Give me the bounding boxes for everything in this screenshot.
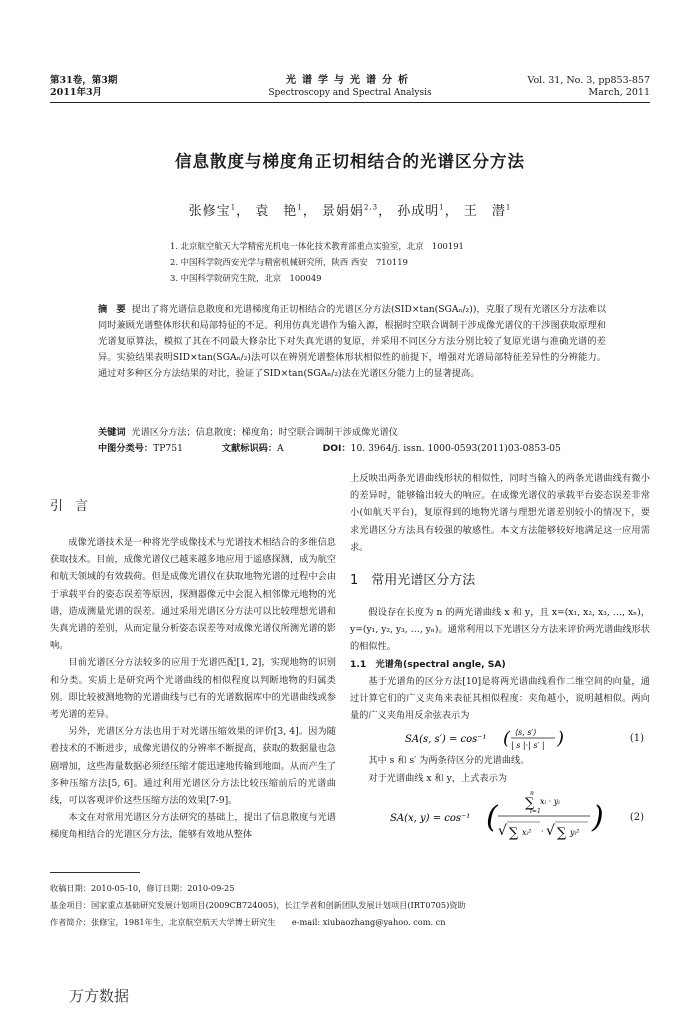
- svg-text:(: (: [486, 799, 498, 835]
- svg-text:√: √: [498, 822, 507, 839]
- keywords: [98, 425, 606, 441]
- equation-2-lhs: SA(x, y) = cos⁻¹: [390, 812, 471, 824]
- footnotes: [50, 880, 650, 931]
- equation-1: [350, 724, 650, 752]
- document-code: 文献标识码：A: [221, 443, 284, 454]
- paper-title: 信息散度与梯度角正切相结合的光谱区分方法: [175, 152, 525, 171]
- equation-1-formula: [405, 724, 595, 752]
- paragraph: 对于光谱曲线 x 和 y，上式表示为: [368, 772, 507, 784]
- volume-pages-en: Vol. 31, No. 3, pp853-857: [527, 75, 650, 86]
- classification-line: [98, 441, 606, 457]
- author-list: 张修宝$^1$， 袁 艳$^1$， 景娟娟$^{2,3}$， 孙成明$^1$， 王 潜$^1$: [188, 203, 512, 219]
- author: 景娟娟$^{2,3}$: [321, 203, 379, 219]
- paragraph: 另外，光谱区分方法也用于对光谱压缩效果的评价[3, 4]。因为随着技术的不断进步，成像光谱仪的分辨率不断提高，获取的数据量也急剧增加，这些海量数据必须经压缩才能迅速地传输到地面。从而产生了多种压缩方法[5, 6]。通过利用光谱区分方法比较压缩前后的光谱曲线，可以客观评价这些压缩方法的效果[7-9]。: [50, 726, 336, 807]
- svg-text:): ): [557, 728, 565, 750]
- svg-text:√: √: [546, 822, 555, 839]
- svg-text:(: (: [503, 728, 511, 750]
- equation-2-number: (2): [629, 811, 644, 823]
- svg-text:∑: ∑: [509, 825, 519, 841]
- svg-text:xᵢ²: xᵢ²: [522, 827, 532, 837]
- equation-1-number: (1): [629, 733, 644, 745]
- svg-text:i=1: i=1: [530, 807, 541, 815]
- author: 孙成明$^1$: [397, 203, 445, 219]
- abstract: [98, 302, 606, 382]
- journal-name-cn: 光谱学与光谱分析: [286, 75, 414, 86]
- subsection-heading-1-1: 1.1 光谱角(spectral angle, SA): [350, 658, 506, 670]
- header-divider: [50, 102, 650, 103]
- affiliation: 1. 北京航空航天大学精密光机电一体化技术教育部重点实验室，北京 100191: [170, 241, 464, 251]
- paragraph: 基于光谱角的区分方法[10]是将两光谱曲线看作二维空间的向量，通过计算它们的广义夹角来表征其相似程度：夹角越小，说明越相似。两向量的广义夹角用反余弦表示为: [350, 675, 650, 722]
- volume-issue: 第31卷，第3期: [50, 75, 118, 86]
- author: 张修宝$^1$: [188, 203, 237, 219]
- equation-2-formula: [390, 787, 610, 849]
- paragraph: 其中 s 和 s′ 为两条待区分的光谱曲线。: [368, 755, 530, 767]
- footnote-author: 作者简介：张修宝，1981年生，北京航空航天大学博士研究生 e-mail: xiubaozhang@yahoo. com. cn: [50, 917, 446, 927]
- watermark: 万方数据: [69, 987, 130, 1005]
- svg-text:⟨s, s′⟩: ⟨s, s′⟩: [515, 728, 537, 738]
- svg-text:): ): [592, 799, 604, 835]
- svg-text:∑: ∑: [525, 795, 535, 811]
- clc-number: 中图分类号：TP751: [98, 443, 183, 454]
- left-column: [50, 470, 336, 844]
- svg-text:·: ·: [541, 826, 544, 836]
- footnote-fund: 基金项目：国家重点基础研究发展计划项目(2009CB724005)，长江学者和创新团队发展计划项目(IRT0705)资助: [50, 900, 466, 910]
- paragraph: 目前光谱区分方法较多的应用于光谱匹配[1, 2]，实现地物的识别和分类。实质上是研究两个光谱曲线的相似程度以判断地物的归属类别。即比较被测地物的光谱曲线与已有的光谱数据库中的光谱曲线或参考光谱的差异。: [50, 657, 336, 721]
- author: 袁 艳$^1$: [255, 203, 303, 219]
- section-heading-1: 1 常用光谱区分方法: [350, 573, 476, 589]
- svg-text:| s |·| s′ |: | s |·| s′ |: [511, 741, 545, 751]
- affiliation: 2. 中国科学院西安光学与精密机械研究所，陕西 西安 710119: [170, 257, 408, 267]
- issue-date-en: March, 2011: [588, 87, 650, 98]
- affiliation: 3. 中国科学院研究生院，北京 100049: [170, 273, 322, 283]
- footnote-received: 收稿日期：2010-05-10，修订日期：2010-09-25: [50, 883, 235, 893]
- right-column: [350, 470, 650, 849]
- affiliation-list: [170, 238, 464, 286]
- abstract-text: 提出了将光谱信息散度和光谱梯度角正切相结合的光谱区分方法(SID×tan(SGAₙ/₂))，克服了现有光谱区分方法难以同时兼顾光谱整体形状和局部特征的不足。利用仿真光谱作为输入源，根据时空联合调制干涉成像光谱仪的干涉图获取原理和光谱复原算法，模拟了其在不同最大修杂比下对失真光谱的复原，并采用不同区分方法分别比较了复原光谱与准确光谱的差异。实验结果表明SID×tan(SGAₙ/₂)法可以在辨别光谱整体形状相似性的前提下，增强对光谱局部特征差异性的分辨能力。通过对多种区分方法结果的对比，验证了SID×tan(SGAₙ/₂)法在光谱区分能力上的显著提高。: [98, 304, 607, 379]
- paragraph: 本文在对常用光谱区分方法研究的基础上，提出了信息散度与光谱梯度角相结合的光谱区分方法，能够有效地从整体: [50, 812, 336, 841]
- running-header-pages: [527, 75, 650, 99]
- footnote-divider: [50, 872, 140, 873]
- abstract-label: 摘 要: [98, 304, 126, 315]
- svg-text:∑: ∑: [557, 825, 567, 841]
- equation-2: [350, 787, 650, 849]
- paragraph: 成像光谱技术是一种将光学成像技术与光谱技术相结合的多维信息获取技术。目前，成像光谱仪已越来越多地应用于遥感探测，成为航空和航天领域的有效载荷。但是成像光谱仪在获取地物光谱的过程中会由于承载平台的姿态误差等原因，探测器像元中会混入相邻像元地物的光谱，造成测量光谱的误差。通过采用光谱区分方法可以比较理想光谱和失真光谱的差别，从而定量分析姿态误差等对成像光谱仪所测光谱的影响。: [50, 537, 336, 652]
- journal-name-en: Spectroscopy and Spectral Analysis: [268, 88, 432, 98]
- keywords-label: 关键词: [98, 427, 126, 438]
- svg-text:xᵢ · yᵢ: xᵢ · yᵢ: [540, 796, 560, 806]
- section-heading-intro: 引言: [50, 499, 101, 514]
- author: 王 潜$^1$: [463, 203, 512, 219]
- svg-text:n: n: [530, 789, 534, 797]
- keywords-text: 光谱区分方法；信息散度；梯度角；时空联合调制干涉成像光谱仪: [131, 427, 398, 438]
- equation-1-lhs: SA(s, s′) = cos⁻¹: [405, 734, 487, 746]
- svg-text:yᵢ²: yᵢ²: [570, 827, 580, 837]
- paragraph: 假设存在长度为 n 的两光谱曲线 x 和 y，且 x=(x₁, x₂, x₃, …, xₙ)，y=(y₁, y₂, y₃, …, yₙ)。通常利用以下光谱区分方法来评价两光谱曲线形状的相似性。: [350, 607, 650, 653]
- doi: DOI：10. 3964/j. issn. 1000-0593(2011)03-0853-05: [322, 443, 561, 454]
- paragraph: 上反映出两条光谱曲线形状的相似性，同时当输入的两条光谱曲线有微小的差异时，能够输出较大的响应。在成像光谱仪的承载平台姿态误差非常小(如航天平台)，复原得到的地物光谱与理想光谱差别较小的情况下，要求光谱区分方法具有较强的敏感性。本文方法能够较好地满足这一应用需求。: [350, 473, 650, 553]
- issue-date-cn: 2011年3月: [50, 87, 103, 98]
